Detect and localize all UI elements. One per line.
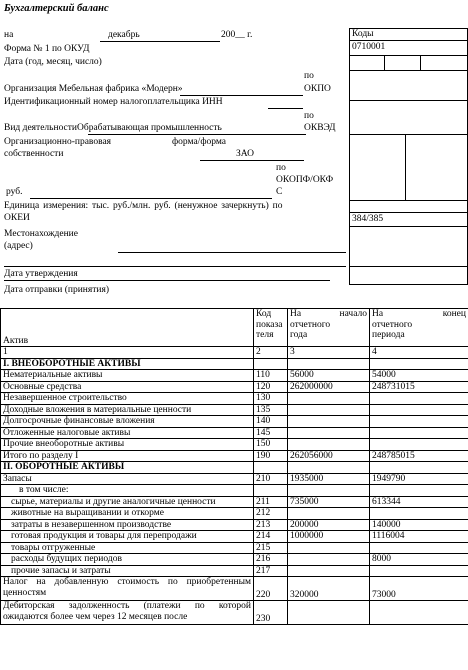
rub-underline — [30, 198, 272, 199]
location-label: Местонахождение — [4, 229, 78, 239]
column-numbers-row — [1, 347, 468, 359]
row-label: товары отгруженные — [1, 542, 254, 554]
year-value: 200__ г. — [221, 30, 253, 40]
row-code: 130 — [254, 393, 288, 405]
okopf-c: С — [276, 187, 283, 197]
row-code: 110 — [254, 370, 288, 382]
table-row — [1, 393, 468, 405]
row-code: 220 — [254, 577, 288, 601]
row-end-value: 73000 — [370, 577, 468, 601]
row-label: в том числе: — [1, 485, 254, 497]
codes-line — [349, 212, 468, 213]
row-label: готовая продукция и товары для перепродажи — [1, 531, 254, 543]
row-start-value — [288, 601, 370, 625]
date-divider — [420, 55, 421, 70]
row-start-value — [288, 404, 370, 416]
col-end-header: На конец отчетного периода — [370, 309, 468, 347]
codes-line — [349, 40, 468, 41]
row-code — [254, 358, 288, 370]
row-code: 217 — [254, 565, 288, 577]
row-end-value: 140000 — [370, 519, 468, 531]
row-end-value — [370, 393, 468, 405]
activity-label: Вид деятельностиОбрабатывающая промышленность — [4, 123, 222, 133]
na-label: на — [4, 30, 14, 40]
row-label: Итого по разделу I — [1, 450, 254, 462]
row-start-value: 320000 — [288, 577, 370, 601]
row-label: Долгосрочные финансовые вложения — [1, 416, 254, 428]
row-label: I. ВНЕОБОРОТНЫЕ АКТИВЫ — [1, 358, 254, 370]
okopf-label: ОКОПФ/ОКФ — [276, 175, 334, 185]
approval-underline — [4, 280, 330, 281]
row-label: II. ОБОРОТНЫЕ АКТИВЫ — [1, 462, 254, 474]
codes-line — [349, 226, 468, 227]
month-value: декабрь — [108, 30, 140, 40]
row-label: прочие запасы и затраты — [1, 565, 254, 577]
date-label: Дата (год, месяц, число) — [4, 57, 102, 67]
codes-line — [349, 284, 468, 285]
row-end-value: 54000 — [370, 370, 468, 382]
row-start-value — [288, 554, 370, 566]
codes-line — [349, 55, 468, 56]
okei-label: ОКЕИ — [4, 213, 30, 223]
col-num: 2 — [254, 347, 288, 359]
table-row — [1, 565, 468, 577]
okud-code: 0710001 — [352, 42, 386, 52]
row-start-value: 1935000 — [288, 473, 370, 485]
row-end-value — [370, 358, 468, 370]
table-row — [1, 531, 468, 543]
row-end-value: 1116004 — [370, 531, 468, 543]
row-label: расходы будущих периодов — [1, 554, 254, 566]
row-start-value: 262000000 — [288, 381, 370, 393]
codes-header: Коды — [352, 29, 374, 39]
po-okopf: по — [276, 163, 286, 173]
table-row — [1, 450, 468, 462]
org-underline — [180, 95, 303, 96]
row-label: сырье, материалы и другие аналогичные ценности — [1, 496, 254, 508]
row-code: 215 — [254, 542, 288, 554]
table-row — [1, 542, 468, 554]
table-row — [1, 485, 468, 497]
row-code: 212 — [254, 508, 288, 520]
codes-line — [349, 100, 468, 101]
org-label: Организация Мебельная фабрика «Модерн» — [4, 84, 183, 94]
row-start-value — [288, 485, 370, 497]
row-label: Незавершенное строительство — [1, 393, 254, 405]
ownership-label: собственности — [4, 149, 64, 159]
row-end-value — [370, 508, 468, 520]
table-row — [1, 427, 468, 439]
row-label: Доходные вложения в материальные ценности — [1, 404, 254, 416]
row-end-value: 613344 — [370, 496, 468, 508]
form-label: Форма № 1 по ОКУД — [4, 44, 90, 54]
table-header-row — [1, 309, 468, 347]
col-num: 3 — [288, 347, 370, 359]
table-row — [1, 416, 468, 428]
row-start-value: 200000 — [288, 519, 370, 531]
sent-label: Дата отправки (принятия) — [4, 285, 110, 295]
row-end-value — [370, 427, 468, 439]
col-code-header: Код показа теля — [254, 309, 288, 347]
row-start-value — [288, 439, 370, 451]
row-end-value: 248785015 — [370, 450, 468, 462]
row-code: 213 — [254, 519, 288, 531]
table-row — [1, 439, 468, 451]
okei-code: 384/385 — [352, 214, 384, 224]
row-code — [254, 462, 288, 474]
table-row — [1, 358, 468, 370]
row-end-value: 1949790 — [370, 473, 468, 485]
row-end-value: 248731015 — [370, 381, 468, 393]
row-label: Основные средства — [1, 381, 254, 393]
col-asset-header: Актив — [1, 309, 254, 347]
ownership-underline — [200, 160, 304, 161]
legal-form-label2: форма/форма — [172, 137, 226, 147]
row-end-value — [370, 416, 468, 428]
inn-label: Идентификационный номер налогоплательщика ИНН — [4, 97, 223, 107]
row-start-value: 735000 — [288, 496, 370, 508]
location-label2: (адрес) — [4, 241, 33, 251]
table-row — [1, 496, 468, 508]
row-start-value: 262056000 — [288, 450, 370, 462]
row-code: 190 — [254, 450, 288, 462]
col-num: 4 — [370, 347, 468, 359]
row-label: Отложенные налоговые активы — [1, 427, 254, 439]
zao-value: ЗАО — [236, 149, 255, 159]
row-label: Налог на добавленную стоимость по приобретенным ценностям — [1, 577, 254, 601]
row-label: животные на выращивании и откорме — [1, 508, 254, 520]
row-code: 230 — [254, 601, 288, 625]
location-underline — [118, 252, 346, 253]
row-end-value — [370, 462, 468, 474]
row-label: затраты в незавершенном производстве — [1, 519, 254, 531]
row-label: Нематериальные активы — [1, 370, 254, 382]
row-end-value — [370, 404, 468, 416]
row-end-value: 8000 — [370, 554, 468, 566]
col-start-header: На начало отчетного года — [288, 309, 370, 347]
units-label: Единица измерения: тыс. руб./млн. руб. (ненужное зачеркнуть) по — [4, 201, 283, 211]
row-start-value: 56000 — [288, 370, 370, 382]
row-code: 120 — [254, 381, 288, 393]
table-row — [1, 508, 468, 520]
row-code: 145 — [254, 427, 288, 439]
date-divider — [384, 55, 385, 70]
table-row — [1, 519, 468, 531]
okved-label: ОКВЭД — [304, 123, 336, 133]
row-start-value — [288, 358, 370, 370]
row-end-value — [370, 601, 468, 625]
table-row — [1, 577, 468, 601]
rub-label: руб. — [6, 187, 23, 197]
row-start-value: 1000000 — [288, 531, 370, 543]
row-code: 211 — [254, 496, 288, 508]
row-code: 214 — [254, 531, 288, 543]
activity-underline — [88, 134, 306, 135]
codes-line — [349, 266, 468, 267]
table-row — [1, 462, 468, 474]
table-row — [1, 473, 468, 485]
row-code: 216 — [254, 554, 288, 566]
row-label: Запасы — [1, 473, 254, 485]
row-code: 140 — [254, 416, 288, 428]
row-start-value — [288, 508, 370, 520]
codes-line — [349, 70, 468, 71]
row-start-value — [288, 393, 370, 405]
inn-underline — [268, 108, 303, 109]
page-title: Бухгалтерский баланс — [4, 3, 109, 14]
approval-label: Дата утверждения — [4, 269, 78, 279]
okopf-divider — [405, 134, 406, 200]
row-label: Дебиторская задолженность (платежи по которой ожидаются более чем через 12 месяцев после — [1, 601, 254, 625]
table-row — [1, 370, 468, 382]
row-label: Прочие внеоборотные активы — [1, 439, 254, 451]
month-underline — [100, 41, 220, 42]
row-code: 210 — [254, 473, 288, 485]
row-start-value — [288, 462, 370, 474]
location-underline-2 — [4, 266, 346, 267]
okpo-label: ОКПО — [304, 84, 331, 94]
po-okpo: по — [304, 71, 314, 81]
table-row — [1, 601, 468, 625]
row-start-value — [288, 416, 370, 428]
row-end-value — [370, 542, 468, 554]
row-code — [254, 485, 288, 497]
row-start-value — [288, 565, 370, 577]
codes-line — [349, 134, 468, 135]
row-end-value — [370, 485, 468, 497]
col-num: 1 — [1, 347, 254, 359]
row-code: 150 — [254, 439, 288, 451]
po-okved: по — [304, 111, 314, 121]
table-row — [1, 381, 468, 393]
row-start-value — [288, 542, 370, 554]
table-row — [1, 404, 468, 416]
row-code: 135 — [254, 404, 288, 416]
codes-line — [349, 200, 468, 201]
row-end-value — [370, 565, 468, 577]
codes-box-left-border — [349, 28, 350, 284]
legal-form-label: Организационно-правовая — [4, 137, 112, 147]
balance-table — [0, 308, 468, 625]
table-row — [1, 554, 468, 566]
row-start-value — [288, 427, 370, 439]
row-end-value — [370, 439, 468, 451]
